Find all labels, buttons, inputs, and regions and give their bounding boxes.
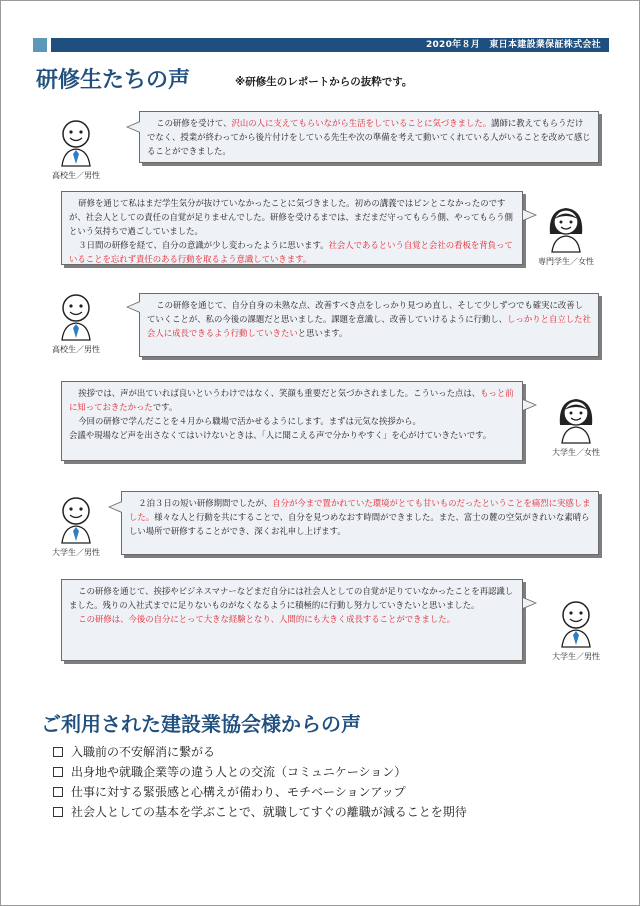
boy-face-icon	[554, 599, 598, 649]
highlighted-text: しっかりと自立した社会人に成長できるよう行動していきたい	[147, 314, 591, 338]
testimonial-bubble-3	[139, 293, 599, 357]
bubble-pointer	[126, 121, 140, 133]
header-band	[33, 38, 609, 52]
checkbox-icon	[53, 807, 63, 817]
speaker-label: 大学生／男性	[552, 652, 600, 661]
testimonial-paragraph	[69, 414, 515, 428]
list-item-text: 社会人としての基本を学ぶことで、就職してすぐの離職が減ることを期待	[71, 805, 467, 819]
testimonial-text: 講師に教えてもらうだけでなく、授業が終わってから後片付けをしている先生や次の準備を考えて動いてくれている人がいることを改めて感じることができました。	[147, 118, 591, 156]
speaker-label: 大学生／女性	[552, 448, 600, 457]
testimonial-bubble-5	[121, 491, 599, 555]
testimonial-text: 研修を通じて私はまだ学生気分が抜けていなかったことに気づきました。初めの講義ではピンとこなかったのですが、社会人としての責任の自覚が足りませんでした。研修を受けるまでは、まだまだ守ってもらう側、やってもらう側という気持ちで過ごしていました。	[69, 198, 513, 236]
testimonial-text: この研修を受けて、	[156, 118, 232, 128]
section-title-trainees: 研修生たちの声	[36, 67, 191, 93]
header-bar: 2020年８月 東日本建設業保証株式会社	[51, 38, 609, 52]
speaker-label: 高校生／男性	[52, 345, 100, 354]
testimonial-text: この研修を通じて、挨拶やビジネスマナーなどまだ自分には社会人としての自覚が足りていなかったことを再認識しました。残りの入社式までに足りないものがなくなるように積極的に行動し努力していきたいと思いました。	[69, 586, 514, 610]
speaker-avatar-6	[541, 599, 611, 663]
header-accent-square	[33, 38, 47, 52]
testimonial-text: です。	[152, 402, 178, 412]
bubble-pointer	[126, 301, 140, 313]
testimonial-paragraph	[69, 584, 515, 612]
highlighted-text: この研修は、今後の自分にとって大きな経験となり、人間的にも大きく成長することができました。	[78, 614, 455, 624]
speaker-avatar-1	[41, 118, 111, 182]
testimonial-paragraph	[69, 196, 515, 238]
association-feedback-list	[53, 742, 467, 822]
section-title-associations: ご利用された建設業協会様からの声	[41, 712, 361, 736]
testimonial-paragraph	[69, 428, 515, 442]
list-item	[53, 782, 467, 802]
highlighted-text: もっと前に知っておきたかった	[69, 388, 514, 412]
bubble-pointer	[523, 399, 537, 411]
checkbox-icon	[53, 747, 63, 757]
list-item	[53, 762, 467, 782]
speaker-label: 専門学生／女性	[538, 257, 594, 266]
testimonial-paragraph	[147, 116, 591, 158]
section-note: ※研修生のレポートからの抜粋です。	[235, 76, 413, 88]
testimonial-bubble-2	[61, 191, 523, 265]
testimonial-text: 今回の研修で学んだことを４月から職場で活かせるようにします。まずは元気な挨拶から。	[78, 416, 421, 426]
bubble-pointer	[523, 597, 537, 609]
bubble-pointer	[108, 501, 122, 513]
testimonial-paragraph	[69, 238, 515, 266]
speaker-avatar-2	[531, 204, 601, 268]
list-item	[53, 802, 467, 822]
testimonial-bubble-6	[61, 579, 523, 661]
boy-face-icon	[54, 292, 98, 342]
list-item-text: 入職前の不安解消に繋がる	[71, 745, 216, 759]
boy-face-icon	[54, 118, 98, 168]
testimonial-bubble-4	[61, 381, 523, 461]
testimonial-paragraph	[69, 612, 515, 626]
list-item	[53, 742, 467, 762]
speaker-label: 大学生／男性	[52, 548, 100, 557]
girl-face-icon	[554, 395, 598, 445]
speaker-avatar-3	[41, 292, 111, 356]
list-item-text: 出身地や就職企業等の違う人との交流（コミュニケーション）	[71, 765, 407, 779]
highlighted-text: 沢山の人に支えてもらいながら生活をしていることに気づきました。	[231, 118, 492, 128]
checkbox-icon	[53, 787, 63, 797]
speaker-label: 高校生／男性	[52, 171, 100, 180]
checkbox-icon	[53, 767, 63, 777]
list-item-text: 仕事に対する緊張感と心構えが備わり、モチベーションアップ	[71, 785, 406, 799]
highlighted-text: 社会人であるという自覚と会社の看板を背負っていることを忘れず責任のある行動を取るよう意識していきます。	[69, 240, 513, 264]
testimonial-paragraph	[69, 386, 515, 414]
speaker-avatar-5	[41, 495, 111, 559]
boy-face-icon	[54, 495, 98, 545]
speaker-avatar-4	[541, 395, 611, 459]
highlighted-text: 自分が今まで置かれていた環境がとても甘いものだったということを痛烈に実感しました。	[129, 498, 591, 522]
girl-face-icon	[544, 204, 588, 254]
testimonial-text: 挨拶では、声が出ていれば良いというわけではなく、笑顔も重要だと気づかされました。こういった点は、	[78, 388, 481, 398]
testimonial-text: ３日間の研修を経て、自分の意識が少し変わったように思います。	[78, 240, 329, 250]
testimonial-text: 様々な人と行動を共にすることで、自分を見つめなおす時間ができました。また、富士の麓の空気がきれいな素晴らしい場所で研修することができ、深くお礼申し上げます。	[129, 512, 590, 536]
testimonial-text: 会議や現場など声を出さなくてはいけないときは、「人に聞こえる声で分かりやすく」を心がけていきたいです。	[69, 430, 492, 440]
testimonial-bubble-1	[139, 111, 599, 163]
testimonial-text: と思います。	[297, 328, 348, 338]
testimonial-paragraph	[129, 496, 591, 538]
testimonial-text: この研修を通じて、自分自身の未熟な点、改善すべき点をしっかり見つめ直し、そして少しずつでも確実に改善していくことが、私の今後の課題だと思いました。課題を意識し、改善していけるように行動し、	[147, 300, 584, 324]
testimonial-paragraph	[147, 298, 591, 340]
testimonial-text: ２泊３日の短い研修期間でしたが、	[138, 498, 273, 508]
